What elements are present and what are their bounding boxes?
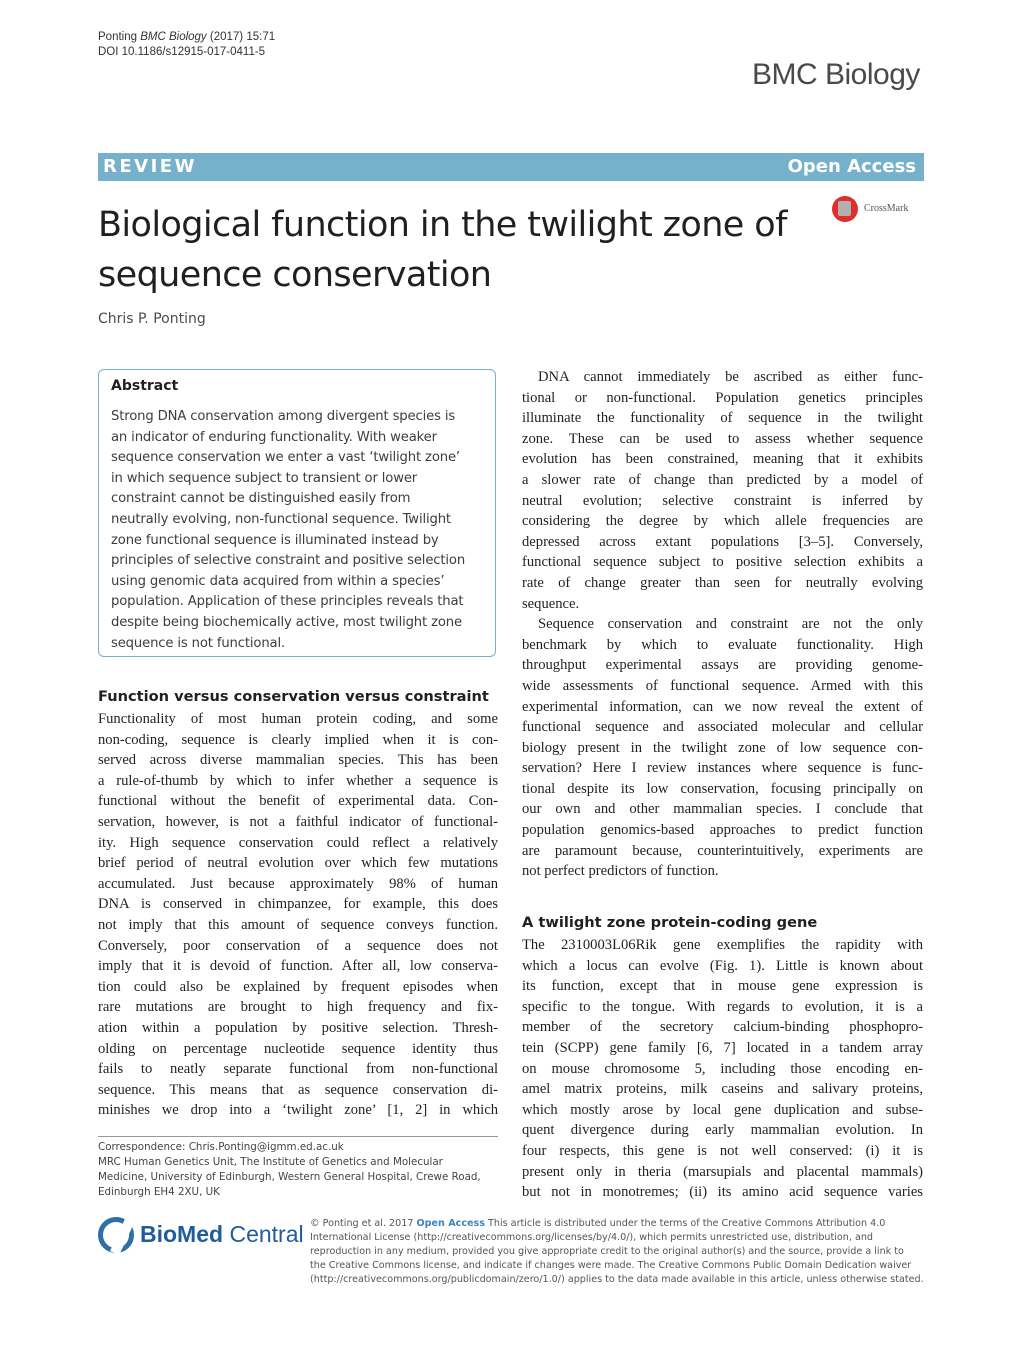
- text-line: fails to neatly separate functional from non-functional: [98, 1061, 498, 1078]
- right-column-body: [522, 367, 923, 882]
- text-line: imply that it is devoid of function. After all, low conserva-: [98, 958, 498, 975]
- text-line: experimental information, can we now reveal the extent of: [522, 698, 923, 715]
- left-column-body: [98, 709, 498, 1121]
- text-line: ation within a population by positive selection. Thresh-: [98, 1019, 498, 1036]
- abstract-line: population. Application of these principles reveals that: [111, 594, 464, 610]
- article-type-banner: [98, 153, 924, 181]
- section-heading: Function versus conservation versus constraint: [98, 688, 489, 705]
- text-line: neutral evolution; selective constraint is inferred by: [522, 492, 923, 509]
- text-line: tional or non-functional. Population genetics principles: [522, 389, 923, 406]
- text-line: Sequence conservation and constraint are not the only: [538, 616, 923, 633]
- citation-header: [98, 30, 275, 60]
- abstract-text: [111, 407, 483, 654]
- license-line: reproduction in any medium, provided you give appropriate credit to the original author(s) and the source, provide a link to: [310, 1246, 904, 1257]
- text-line: benchmark by which to evaluate functionality. High: [522, 636, 923, 653]
- abstract-line: using genomic data acquired from within a species’: [111, 573, 445, 589]
- section-heading: A twilight zone protein-coding gene: [522, 914, 818, 931]
- affiliation-line: Medicine, University of Edinburgh, Western General Hospital, Crewe Road,: [98, 1171, 481, 1183]
- publisher-name-light: Central: [229, 1221, 304, 1247]
- abstract-line: zone functional sequence is illuminated instead by: [111, 532, 439, 548]
- text-line: our own and other mammalian species. I conclude that: [522, 801, 923, 818]
- text-line: which mostly arose by local gene duplication and subse-: [522, 1101, 923, 1118]
- text-line: evolution has been constrained, meaning that it exhibits: [522, 451, 923, 468]
- text-line: population genomics-based approaches to predict function: [522, 822, 923, 839]
- title-line: sequence conservation: [98, 255, 492, 295]
- publisher-logo: [98, 1215, 304, 1260]
- footnote-divider: [98, 1136, 498, 1137]
- copyright: © Ponting et al. 2017: [310, 1218, 414, 1229]
- text-line: present only in theria (marsupials and placental mammals): [522, 1163, 923, 1180]
- text-line: depressed across extant populations [3–5]. Conversely,: [522, 533, 923, 550]
- text-line: non-coding, sequence is clearly implied when it is con-: [98, 731, 498, 748]
- crossmark-label: CrossMark: [864, 203, 909, 214]
- abstract-box: [98, 369, 496, 657]
- author-name: Chris P. Ponting: [98, 311, 206, 327]
- footnote: [98, 1140, 498, 1200]
- abstract-line: neutrally evolving, non-functional sequence. Twilight: [111, 511, 451, 527]
- text-line: tional despite its low conservation, focusing principally on: [522, 780, 923, 797]
- correspondence[interactable]: Correspondence: Chris.Ponting@igmm.ed.ac.uk: [98, 1141, 344, 1153]
- text-line: servation, however, is not a faithful indicator of functional-: [98, 813, 498, 830]
- text-line: biology present in the twilight zone of low sequence con-: [522, 739, 923, 756]
- abstract-line: Strong DNA conservation among divergent species is: [111, 409, 456, 424]
- license-line: (http://creativecommons.org/publicdomain/zero/1.0/) applies to the data made available in this article, unless otherwise stated.: [310, 1274, 924, 1285]
- text-line: tion could also be explained by frequent episodes when: [98, 978, 498, 995]
- text-line: amel matrix proteins, milk caseins and salivary proteins,: [522, 1081, 923, 1098]
- text-line: served across diverse mammalian species. This has been: [98, 752, 498, 769]
- open-access-label: Open Access: [787, 156, 916, 177]
- journal-logo: BMC Biology: [752, 58, 920, 91]
- text-line: servation? Here I review instances where sequence is func-: [522, 760, 923, 777]
- license-notice: [310, 1217, 924, 1287]
- text-line: but not in monotremes; (ii) its amino acid sequence varies: [522, 1184, 923, 1201]
- text-line: brief period of neutral evolution over which few mutations: [98, 855, 498, 872]
- abstract-line: in which sequence subject to transient or lower: [111, 470, 418, 486]
- text-line: sequence. This means that as sequence conservation di-: [98, 1081, 498, 1098]
- open-access-tag: Open Access: [416, 1218, 485, 1229]
- text-line: tein (SCPP) gene family [6, 7] located in a tandem array: [522, 1039, 923, 1056]
- text-line: a rule-of-thumb by which to infer whether a sequence is: [98, 772, 498, 789]
- abstract-line: principles of selective constraint and positive selection: [111, 553, 466, 569]
- text-line: minishes we drop into a ‘twilight zone’ [1, 2] in which: [98, 1102, 498, 1119]
- text-line: rate of change greater than seen for neutrally evolving: [522, 574, 923, 591]
- text-line: on mouse chromosome 5, including those encoding en-: [522, 1060, 923, 1077]
- doi[interactable]: DOI 10.1186/s12915-017-0411-5: [98, 46, 266, 58]
- text-line: rare mutations are brought to high frequency and fix-: [98, 999, 498, 1016]
- citation-author: Ponting: [98, 31, 138, 43]
- text-line: its function, except that in mouse gene expression is: [522, 978, 923, 995]
- affiliation-line: MRC Human Genetics Unit, The Institute of Genetics and Molecular: [98, 1156, 443, 1168]
- text-line: functional sequence and associated molecular and cellular: [522, 719, 923, 736]
- text-line: quent divergence during early mammalian evolution. In: [522, 1122, 923, 1139]
- text-line: zone. These can be used to assess whether sequence: [522, 430, 923, 447]
- text-line: DNA is conserved in chimpanzee, for example, this does: [98, 896, 498, 913]
- text-line: ity. High sequence conservation could reflect a relatively: [98, 834, 498, 851]
- text-line: The 2310003L06Rik gene exemplifies the rapidity with: [522, 937, 923, 953]
- abstract-line: an indicator of enduring functionality. With weaker: [111, 429, 437, 445]
- abstract-line: sequence is not functional.: [111, 635, 286, 651]
- text-line: wide assessments of functional sequence. Armed with this: [522, 677, 923, 694]
- text-line: functional without the benefit of experimental data. Con-: [98, 793, 498, 810]
- crossmark-badge[interactable]: [832, 196, 932, 226]
- license-line: the Creative Commons license, and indicate if changes were made. The Creative Commons Public Domain Dedication waiver: [310, 1260, 912, 1271]
- text-line: which a locus can evolve (Fig. 1). Little is known about: [522, 957, 923, 974]
- affiliation-line: Edinburgh EH4 2XU, UK: [98, 1186, 220, 1198]
- title-line: Biological function in the twilight zone of: [98, 205, 787, 245]
- text-line: four respects, this gene is not well conserved: (i) it is: [522, 1142, 923, 1159]
- text-line: accumulated. Just because approximately 98% of human: [98, 875, 498, 892]
- crossmark-icon: [832, 196, 858, 222]
- abstract-heading: Abstract: [111, 378, 179, 394]
- abstract-line: constraint cannot be distinguished easily from: [111, 491, 411, 507]
- text-line: not perfect predictors of function.: [522, 863, 719, 880]
- text-line: illuminate the functionality of sequence in the twilight: [522, 410, 923, 427]
- article-type-label: REVIEW: [103, 156, 197, 177]
- abstract-line: sequence conservation we enter a vast ‘twilight zone’: [111, 450, 460, 466]
- citation-volume: (2017) 15:71: [209, 31, 276, 43]
- license-line: This article is distributed under the terms of the Creative Commons Attribution 4.0: [488, 1218, 886, 1229]
- citation-journal: BMC Biology: [140, 31, 207, 43]
- text-line: specific to the tongue. With regards to evolution, it is a: [522, 998, 923, 1015]
- text-line: Conversely, poor conservation of a sequence does not: [98, 937, 498, 954]
- text-line: throughput experimental assays are providing genome-: [522, 657, 923, 674]
- text-line: not imply that this amount of sequence conveys function.: [98, 916, 498, 933]
- text-line: DNA cannot immediately be ascribed as either func-: [538, 369, 923, 385]
- text-line: are paramount because, counterintuitively, experiments are: [522, 842, 923, 859]
- text-line: Functionality of most human protein coding, and some: [98, 711, 498, 727]
- article-title: [98, 200, 818, 300]
- text-line: functional sequence subject to positive selection exhibits a: [522, 554, 923, 571]
- license-line: International License (http://creativecommons.org/licenses/by/4.0/), which permits unrestricted use, distribution, and: [310, 1232, 874, 1243]
- text-line: olding on percentage nucleotide sequence identity thus: [98, 1040, 498, 1057]
- right-column-body-2: [522, 935, 923, 1203]
- text-line: considering the degree by which allele frequencies are: [522, 513, 923, 530]
- text-line: member of the secretory calcium-binding phosphopro-: [522, 1019, 923, 1036]
- text-line: sequence.: [522, 595, 580, 612]
- publisher-name-bold: BioMed: [140, 1221, 224, 1247]
- text-line: a slower rate of change than predicted by a model of: [522, 471, 923, 488]
- abstract-line: despite being biochemically active, most twilight zone: [111, 614, 462, 630]
